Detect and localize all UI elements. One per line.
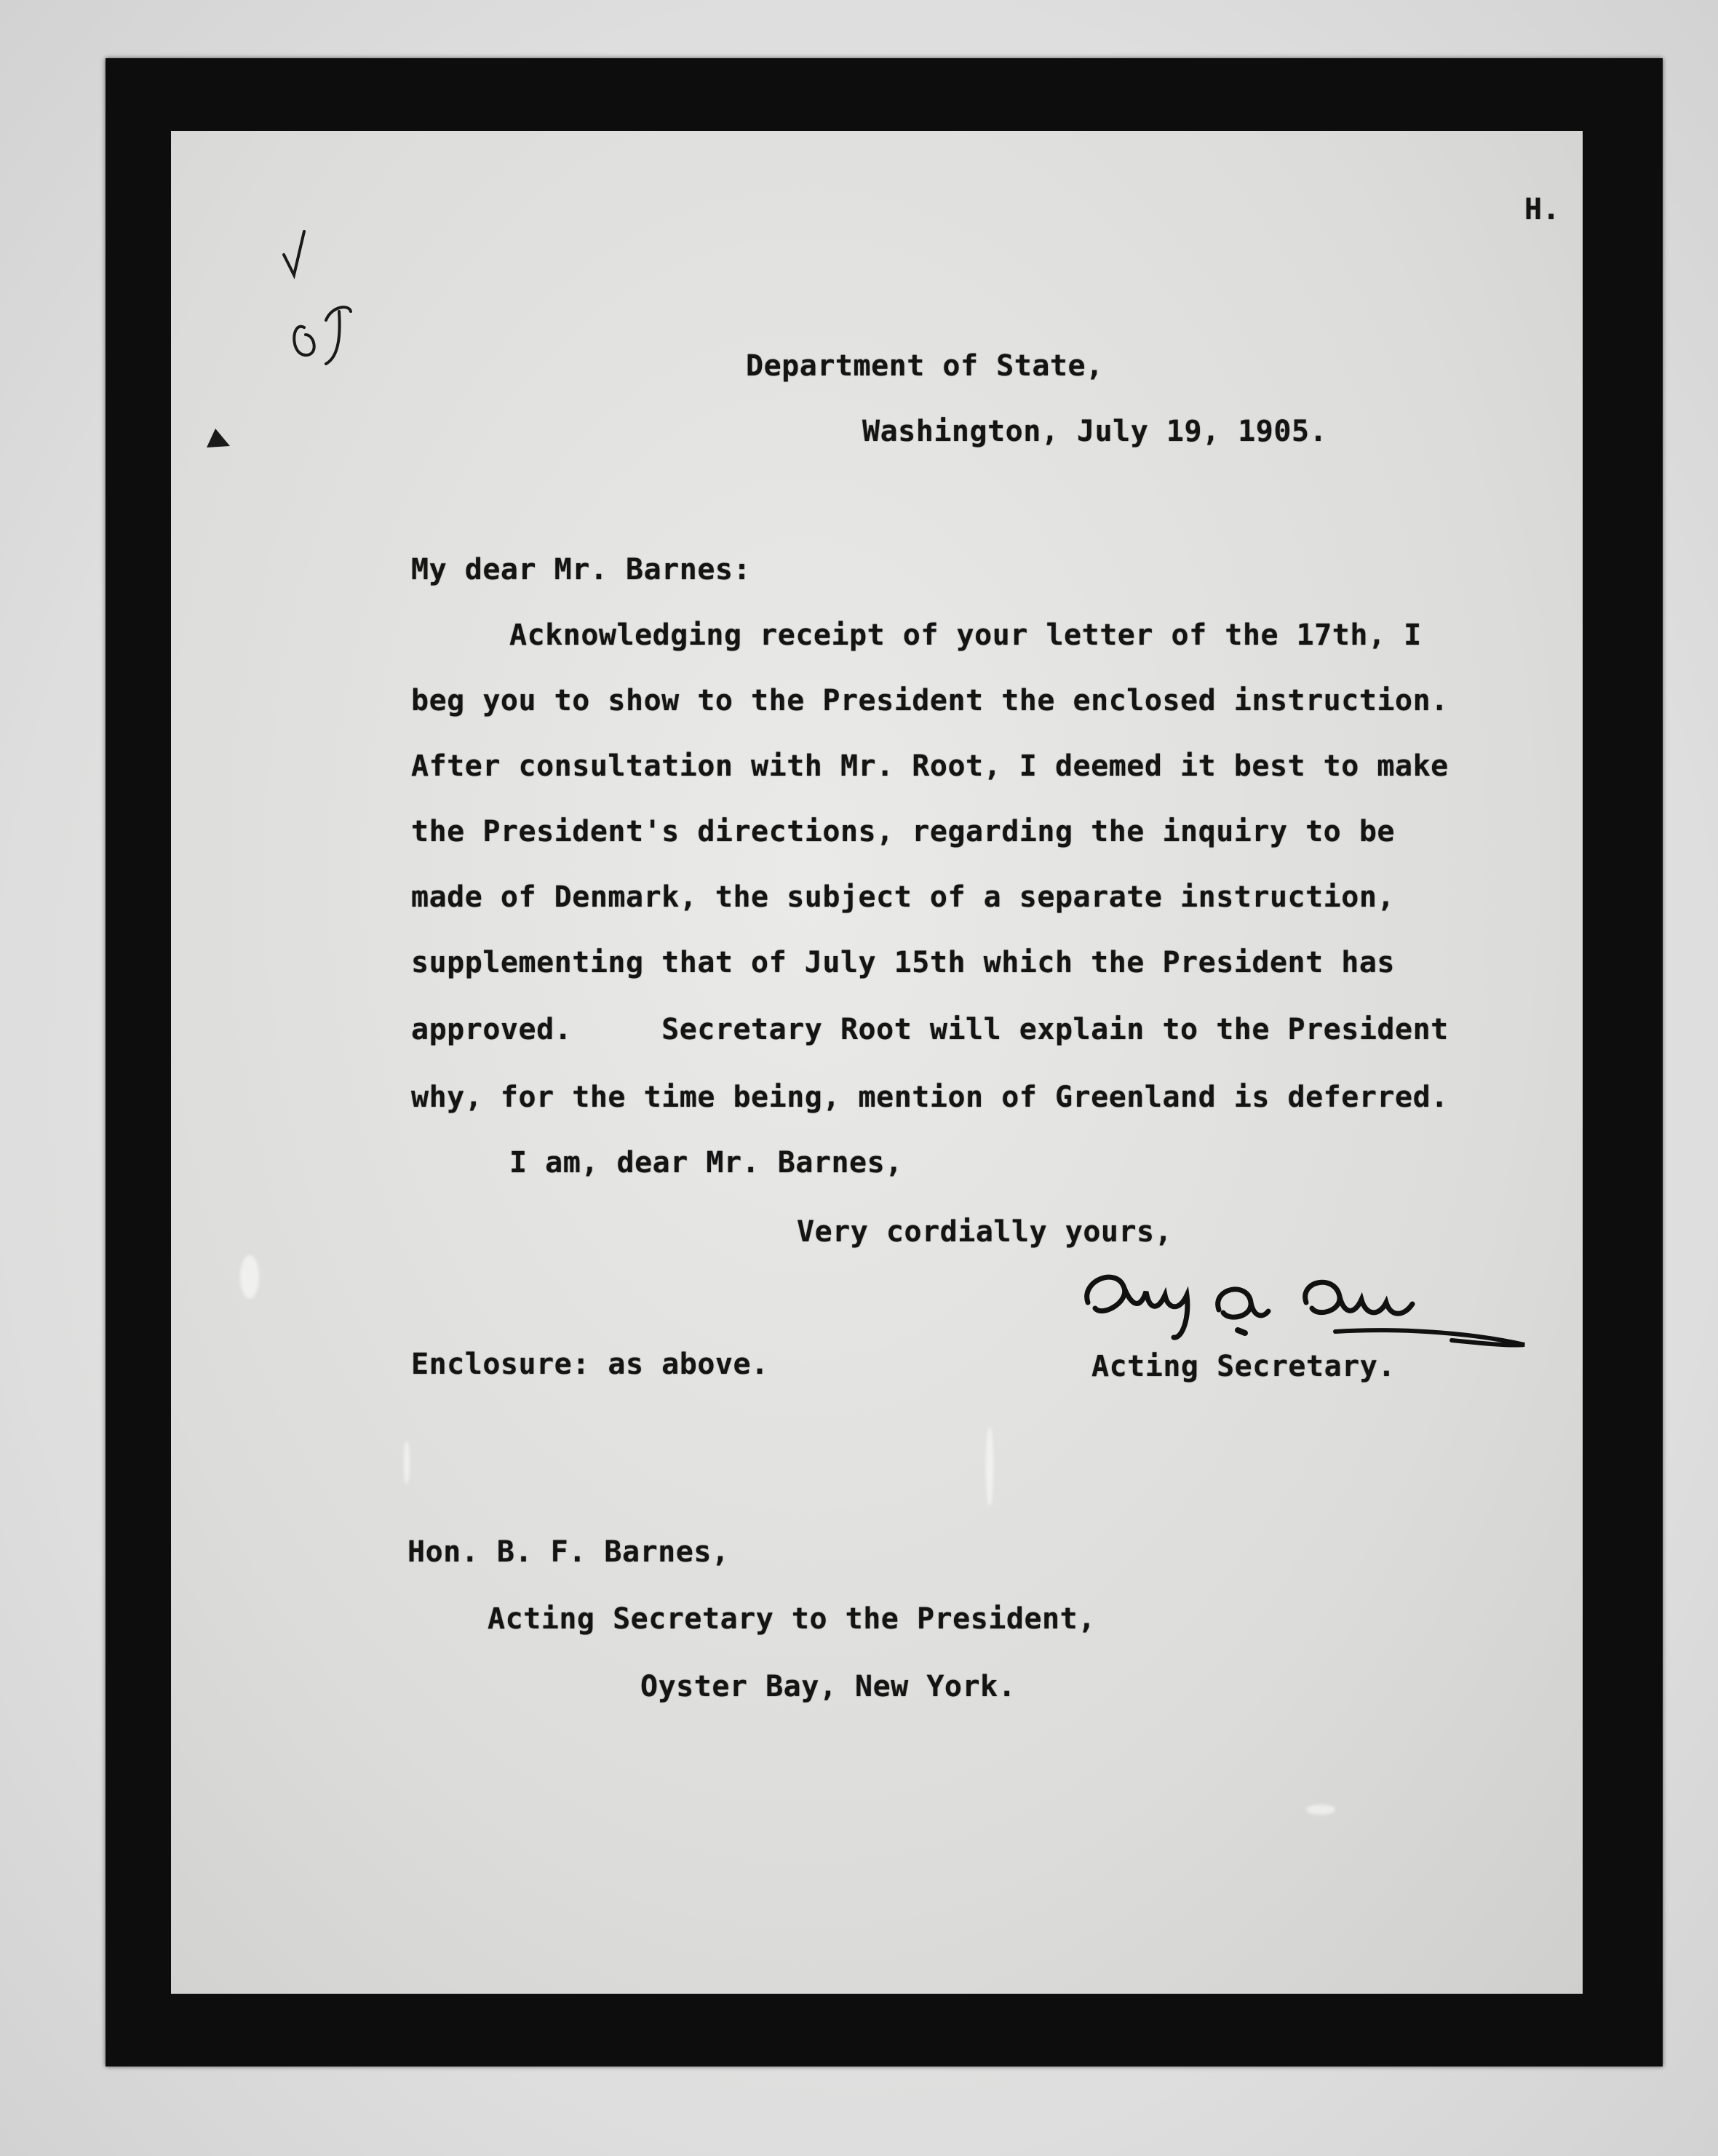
scan-artifact — [986, 1426, 993, 1506]
date-line: Washington, July 19, 1905. — [862, 415, 1328, 448]
body-line: beg you to show to the President the enclosed instruction. — [411, 684, 1449, 717]
handwritten-signature-icon — [1073, 1252, 1539, 1361]
enclosure-note: Enclosure: as above. — [411, 1348, 769, 1381]
body-line: After consultation with Mr. Root, I deemed it best to make — [411, 749, 1449, 783]
body-line: why, for the time being, mention of Greenland is deferred. — [411, 1081, 1449, 1114]
addressee-title: Acting Secretary to the President, — [488, 1602, 1096, 1636]
salutation: My dear Mr. Barnes: — [411, 553, 752, 586]
body-line: the President's directions, regarding the inquiry to be — [411, 815, 1396, 848]
body-line: Acknowledging receipt of your letter of the 17th, I — [509, 618, 1422, 652]
signoff: Very cordially yours, — [797, 1215, 1173, 1249]
scan-artifact — [240, 1255, 259, 1299]
closing-line: I am, dear Mr. Barnes, — [509, 1146, 903, 1180]
addressee-place: Oyster Bay, New York. — [640, 1670, 1017, 1703]
addressee-name: Hon. B. F. Barnes, — [407, 1535, 730, 1569]
scan-artifact — [1306, 1805, 1335, 1815]
department-heading: Department of State, — [746, 349, 1104, 383]
body-line: supplementing that of July 15th which the President has — [411, 946, 1396, 979]
marginal-check-initials-icon — [269, 218, 400, 386]
body-line: approved. Secretary Root will explain to the President — [411, 1013, 1449, 1046]
page-marker: H. — [1524, 193, 1561, 226]
letter-page — [171, 131, 1583, 1994]
signer-title: Acting Secretary. — [1091, 1350, 1396, 1383]
stray-ink-mark-icon — [204, 426, 233, 451]
scan-artifact — [404, 1441, 410, 1484]
body-line: made of Denmark, the subject of a separate instruction, — [411, 880, 1396, 914]
